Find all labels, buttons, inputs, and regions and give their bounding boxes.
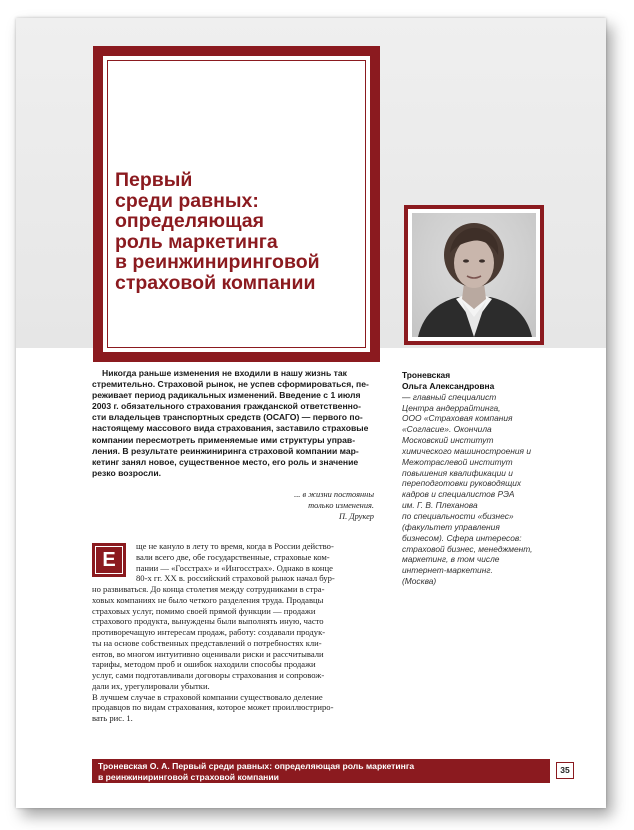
body-line: услуг, сами подготавливали договоры страхования и сопровож- — [92, 670, 325, 680]
author-bio-line: переподготовки руководящих — [402, 478, 522, 489]
author-bio-line: «Согласие». Окончила — [402, 424, 492, 435]
author-bio-line: Московский институт — [402, 435, 494, 446]
title-line: определяющая — [115, 210, 265, 232]
body-line: страхового продукта, вынуждены были выполнять иную, часто — [92, 616, 324, 627]
body-line: пании — «Госстрах» и «Ингосстрах». Однако в конце — [136, 562, 333, 573]
author-bio-line: кадров и специалистов РЭА — [402, 489, 515, 500]
lead-line: Никогда раньше изменения не входили в нашу жизнь так — [102, 368, 347, 378]
body-line: В лучшем случае в страховой компании существовало деление — [92, 691, 323, 702]
title-line: страховой компании — [115, 271, 316, 294]
lead-line: настоящему массового вида страхования, заставило страховые — [92, 423, 369, 434]
journal-page — [16, 18, 606, 808]
title-line: среди равных: — [115, 189, 259, 212]
body-line: ентов, во многом интуитивно оценивали риски и рассчитывали — [92, 648, 324, 659]
article-title — [115, 170, 370, 293]
author-photo — [412, 213, 536, 337]
body-text — [92, 541, 384, 724]
body-line: но развиваться. До конца столетия между сотрудниками в стра- — [92, 584, 325, 594]
footer-line: в реинжиниринговой страховой компании — [98, 771, 279, 782]
author-bio-line: ООО «Страховая компания — [402, 413, 513, 424]
body-line: дали их, урегулировали убытки. — [92, 680, 210, 691]
author-bio-line: Межотраслевой институт — [402, 456, 513, 467]
author-surname: Троневская — [402, 370, 451, 380]
portrait-illustration — [412, 213, 536, 337]
body-line: тарифы, методом проб и ошибок находили способы продажи — [92, 659, 316, 670]
author-bio-line: — главный специалист — [402, 391, 497, 402]
author-bio-line: химического машиностроения и — [402, 445, 532, 456]
body-line: ховых компаниях не было четкого разделения труда. Продавцы — [92, 594, 324, 605]
body-line: ты на основе собственных представлений о потребностях кли- — [92, 637, 322, 648]
lead-line: реживает период радикальных изменений. Введение с 1 июля — [92, 390, 361, 401]
lead-line: сти владельцев транспортных средств (ОСАГО) — первого по- — [92, 412, 363, 423]
author-bio-line: бизнесом). Сфера интересов: — [402, 532, 522, 543]
title-line: Первый — [115, 169, 193, 191]
epigraph-author: П. Друкер — [339, 512, 374, 521]
title-line: роль маркетинга — [115, 230, 278, 253]
author-bio-line: повышения квалификации и — [402, 467, 513, 478]
epigraph-line: ... в жизни постоянны — [294, 490, 374, 499]
lead-line: ления. В результате реинжиниринга страховой компании мар- — [92, 445, 359, 456]
lead-line: резко возросли. — [92, 467, 161, 478]
lead-paragraph — [92, 368, 382, 479]
body-line: ще не кануло в лету то время, когда в России действо- — [136, 541, 334, 551]
author-bio-line: по специальности «бизнес» — [402, 510, 514, 521]
author-location: (Москва) — [402, 576, 437, 587]
epigraph-line: только изменения. — [308, 501, 374, 510]
body-line: 80-х гг. XX в. российский страховой рынок начал бур- — [136, 573, 335, 584]
body-line: противоречащую интересам продаж, работу: создавали продук- — [92, 627, 326, 637]
author-info — [402, 370, 562, 587]
title-line: в реинжиниринговой — [115, 251, 320, 273]
author-bio-line: им. Г. В. Плеханова — [402, 500, 478, 511]
lead-line: стремительно. Страховой рынок, не успев сформироваться, пе- — [92, 379, 369, 390]
author-bio-line: (факультет управления — [402, 521, 500, 532]
author-bio-line: интернет-маркетинг. — [402, 565, 493, 576]
author-bio-line: страховой бизнес, менеджмент, — [402, 543, 533, 554]
lead-line: компании пересмотреть применяемые ими структуры управ- — [92, 434, 356, 445]
body-line: вать рис. 1. — [92, 713, 133, 723]
body-line: вали всего две, обе государственные, страховые ком- — [136, 551, 330, 562]
epigraph — [294, 489, 374, 522]
dropcap-letter: Е — [95, 546, 123, 574]
lead-line: кетинг занял новое, существенное место, его роль и значение — [92, 456, 359, 467]
body-line: страховых услуг, помимо своей прямой функции — продажи — [92, 605, 316, 616]
footer-citation — [92, 759, 550, 783]
author-bio-line: Центра андеррайтинга, — [402, 402, 501, 413]
author-bio-line: маркетинг, в том числе — [402, 554, 500, 565]
lead-line: 2003 г. обязательного страхования гражданской ответственно- — [92, 401, 361, 412]
body-line: продавцов по видам страхования, которое может проиллюстриро- — [92, 702, 334, 713]
page-number: 35 — [556, 762, 574, 779]
author-given-name: Ольга Александровна — [402, 380, 495, 391]
footer-line: Троневская О. А. Первый среди равных: определяющая роль маркетинга — [98, 761, 415, 771]
